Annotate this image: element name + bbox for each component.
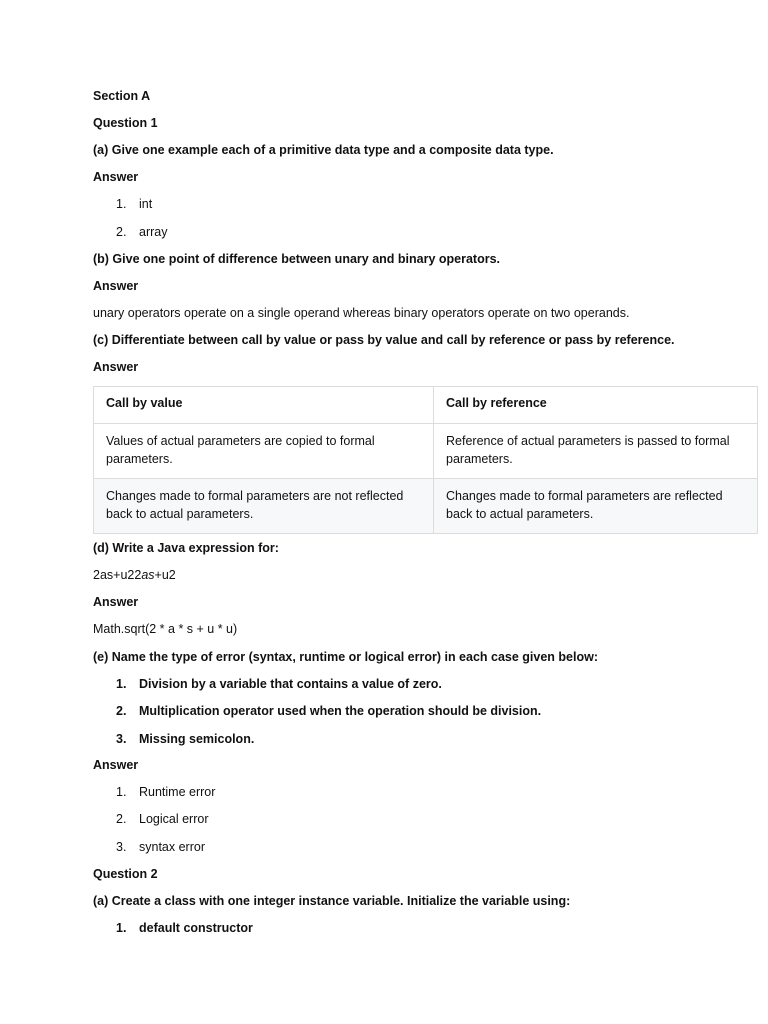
table-header-cell: Call by reference — [434, 387, 758, 424]
question-1c: (c) Differentiate between call by value or pass by value and call by reference or pass by reference. — [93, 333, 675, 347]
list-text: Missing semicolon. — [139, 732, 255, 746]
table-cell: Changes made to formal parameters are not reflected back to actual parameters. — [94, 479, 434, 534]
comparison-table — [93, 386, 758, 534]
list-text: Runtime error — [139, 785, 216, 799]
question-1-title: Question 1 — [93, 116, 158, 130]
question-1e: (e) Name the type of error (syntax, runtime or logical error) in each case given below: — [93, 650, 598, 664]
list-text: array — [139, 225, 168, 239]
list-number: 3. — [116, 732, 127, 746]
list-text: syntax error — [139, 840, 205, 854]
math-expression — [93, 567, 176, 583]
table-header-cell: Call by value — [94, 387, 434, 424]
question-2a: (a) Create a class with one integer instance variable. Initialize the variable using: — [93, 894, 571, 908]
expression-plain: 2as+u22 — [93, 568, 142, 582]
question-1a: (a) Give one example each of a primitive data type and a composite data type. — [93, 143, 554, 157]
table-row — [94, 479, 758, 534]
list-number: 2. — [116, 225, 127, 239]
question-1d: (d) Write a Java expression for: — [93, 541, 279, 555]
answer-label-1d: Answer — [93, 595, 139, 609]
answer-1d: Math.sqrt(2 * a * s + u * u) — [93, 622, 238, 636]
answer-label-1a: Answer — [93, 170, 139, 184]
list-number: 1. — [116, 677, 127, 691]
table-cell: Reference of actual parameters is passed to formal parameters. — [434, 424, 758, 479]
answer-label-1e: Answer — [93, 758, 139, 772]
list-number: 1. — [116, 785, 127, 799]
list-text: Division by a variable that contains a value of zero. — [139, 677, 442, 691]
list-text: int — [139, 197, 153, 211]
question-1b: (b) Give one point of difference between unary and binary operators. — [93, 252, 501, 266]
list-number: 2. — [116, 704, 127, 718]
list-number: 2. — [116, 812, 127, 826]
table-row — [94, 424, 758, 479]
list-number: 3. — [116, 840, 127, 854]
table-cell: Changes made to formal parameters are reflected back to actual parameters. — [434, 479, 758, 534]
list-number: 1. — [116, 197, 127, 211]
answer-1b: unary operators operate on a single operand whereas binary operators operate on two operands. — [93, 306, 630, 320]
list-number: 1. — [116, 921, 127, 935]
section-heading: Section A — [93, 89, 151, 103]
list-text: Logical error — [139, 812, 209, 826]
list-text: default constructor — [139, 921, 253, 935]
list-text: Multiplication operator used when the operation should be division. — [139, 704, 542, 718]
answer-label-1c: Answer — [93, 360, 139, 374]
table-cell: Values of actual parameters are copied to formal parameters. — [94, 424, 434, 479]
answer-label-1b: Answer — [93, 279, 139, 293]
expression-italic: as — [141, 568, 155, 582]
table-header-row — [94, 387, 758, 424]
expression-tail: +u2 — [154, 568, 176, 582]
question-2-title: Question 2 — [93, 867, 158, 881]
